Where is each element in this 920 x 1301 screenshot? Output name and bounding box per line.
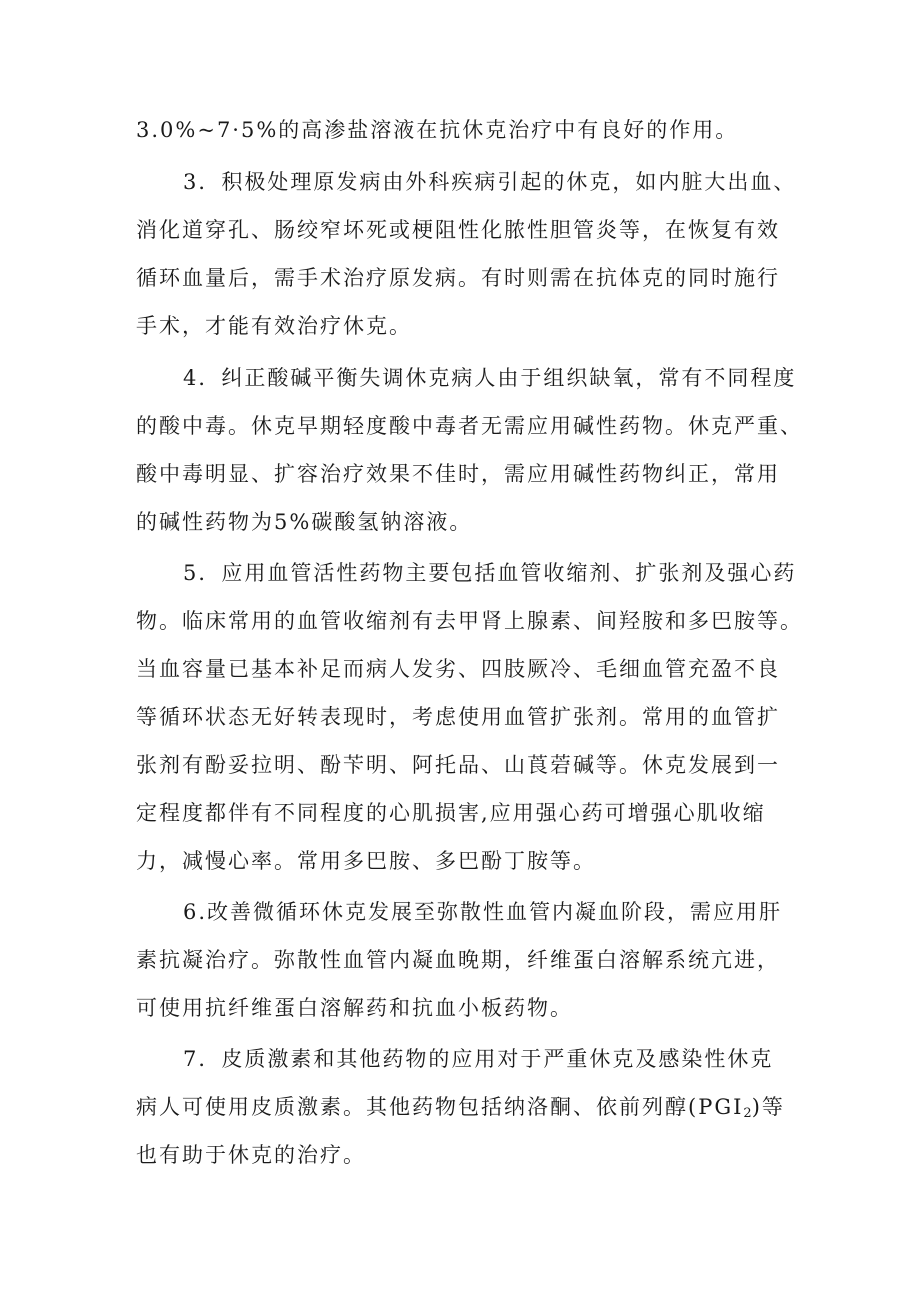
- text-line: 可使用抗纤维蛋白溶解药和抗血小板药物。: [136, 996, 573, 1020]
- text-line: 当血容量已基本补足而病人发劣、四肢厥冷、毛细血管充盈不良: [136, 657, 780, 681]
- paragraph-6-start: 6.改善微循环休克发展至弥散性血管内凝血阶段，需应用肝: [183, 900, 783, 924]
- text-line: 等循环状态无好转表现时，考虑使用血管扩张剂。常用的血管扩: [136, 705, 780, 729]
- text-line: 手术，才能有效治疗休克。: [136, 314, 412, 338]
- text-line: 张剂有酚妥拉明、酚苄明、阿托品、山莨菪碱等。休克发展到一: [136, 753, 780, 777]
- text-line: 定程度都伴有不同程度的心肌损害,应用强心药可增强心肌收缩: [136, 801, 766, 825]
- paragraph-3-start: 3．积极处理原发病由外科疾病引起的休克，如内脏大出血、: [183, 170, 797, 194]
- paragraph-7-start: 7．皮质激素和其他药物的应用对于严重休克及感染性休克: [183, 1047, 774, 1071]
- text-line: 消化道穿孔、肠绞窄坏死或梗阻性化脓性胆管炎等，在恢复有效: [136, 218, 780, 242]
- text-line: 的碱性药物为5%碳酸氢钠溶液。: [136, 510, 473, 534]
- text-line: 酸中毒明显、扩容治疗效果不佳时，需应用碱性药物纠正，常用: [136, 462, 780, 486]
- subscript-2: 2: [743, 1106, 752, 1121]
- text-line-with-subscript: [136, 1095, 785, 1119]
- text-line: 也有助于休克的治疗。: [136, 1143, 366, 1167]
- paragraph-5-start: 5．应用血管活性药物主要包括血管收缩剂、扩张剂及强心药: [183, 561, 797, 585]
- text-segment: )等: [751, 1095, 785, 1119]
- text-line: 3.0%~7·5%的高渗盐溶液在抗休克治疗中有良好的作用。: [136, 118, 739, 142]
- text-line: 力，减慢心率。常用多巴胺、多巴酚丁胺等。: [136, 849, 596, 873]
- paragraph-4-start: 4．纠正酸碱平衡失调休克病人由于组织缺氧，常有不同程度: [183, 366, 797, 390]
- text-line: 素抗凝治疗。弥散性血管内凝血晚期，纤维蛋白溶解系统亢进，: [136, 948, 780, 972]
- text-line: 循环血量后，需手术治疗原发病。有时则需在抗体克的同时施行: [136, 266, 780, 290]
- text-line: 物。临床常用的血管收缩剂有去甲肾上腺素、间羟胺和多巴胺等。: [136, 609, 803, 633]
- text-segment: 病人可使用皮质激素。其他药物包括纳洛酮、依前列醇(PGI: [136, 1095, 744, 1119]
- text-line: 的酸中毒。休克早期轻度酸中毒者无需应用碱性药物。休克严重、: [136, 414, 803, 438]
